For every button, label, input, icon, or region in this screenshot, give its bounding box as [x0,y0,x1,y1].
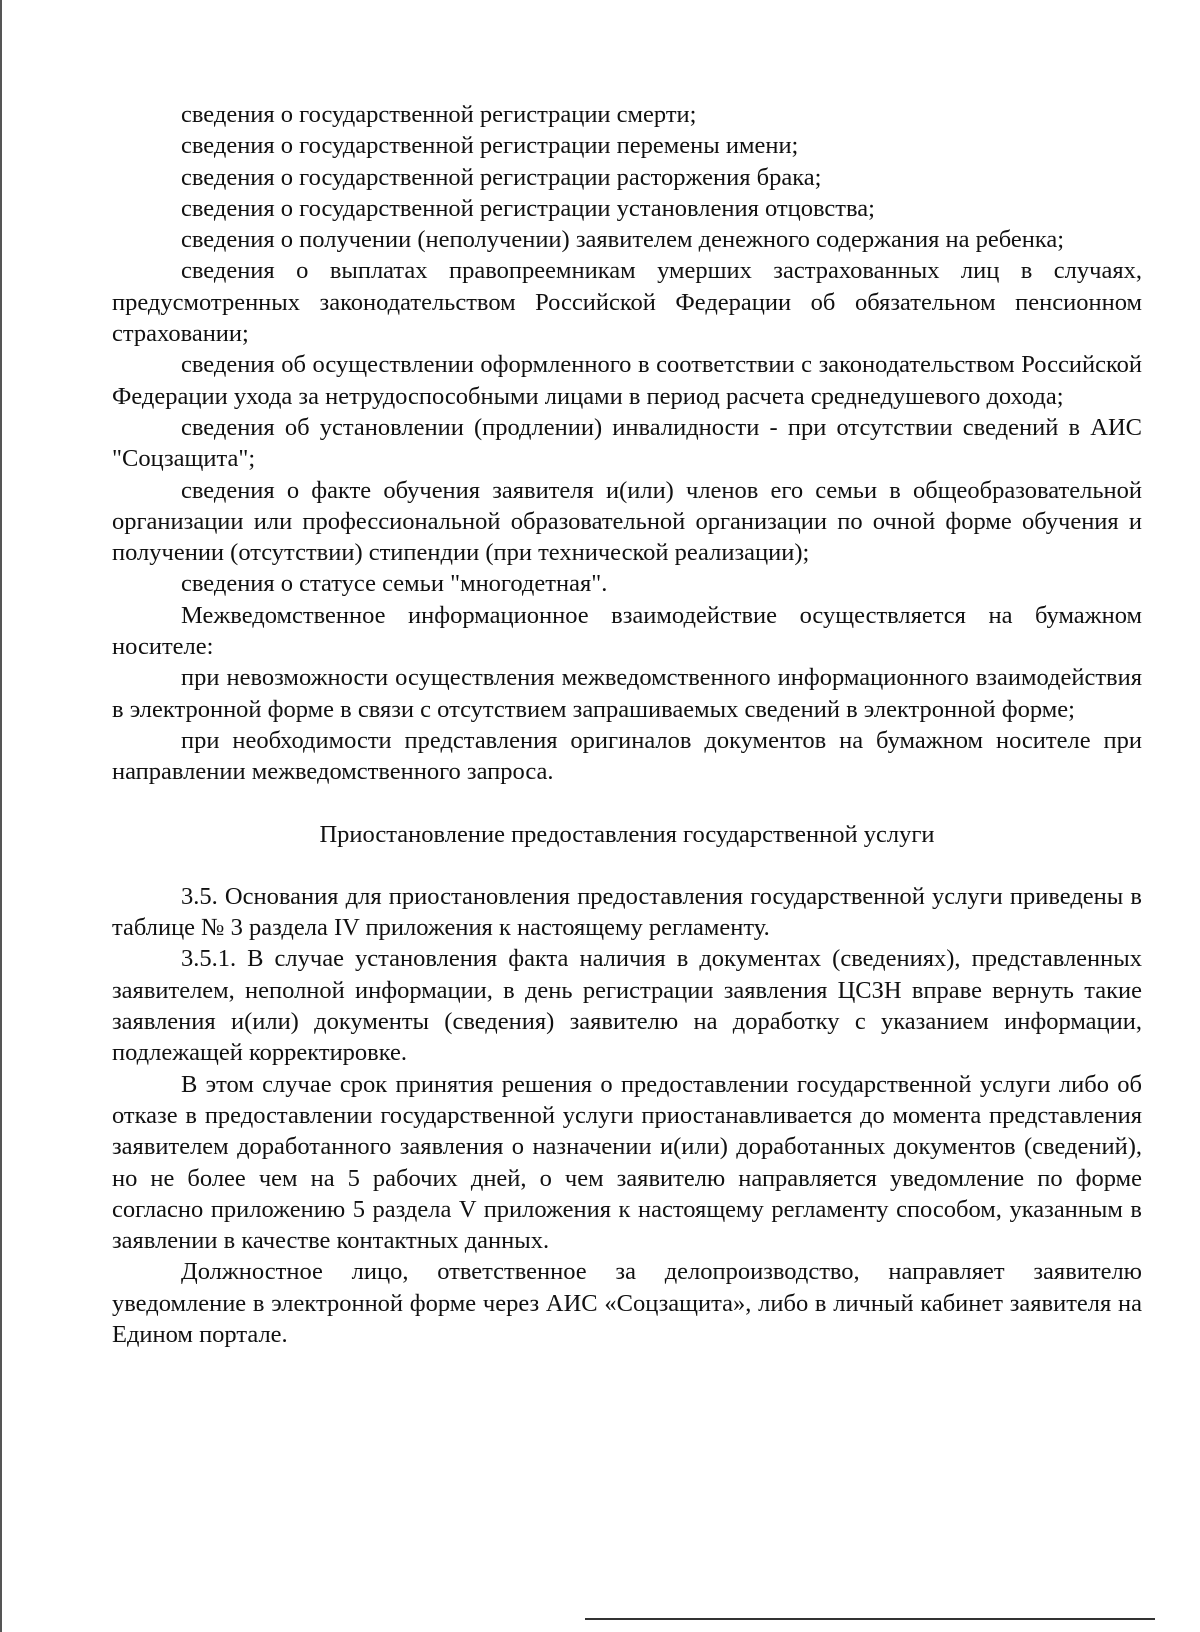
paragraph: при необходимости представления оригиналов документов на бумажном носителе при направлении межведомственного запроса. [112,726,1142,786]
paragraph: 3.5.1. В случае установления факта наличия в документах (сведениях), представленных заявителем, неполной информации, в день регистрации заявления ЦСЗН вправе вернуть такие заявления и(или) документы (сведения) заявителю на доработку с указанием информации, подлежащей корректировке. [112,945,1142,1067]
scan-edge-bottom [585,1618,1155,1620]
paragraph: Межведомственное информационное взаимодействие осуществляется на бумажном носителе: [112,601,1142,661]
paragraph: сведения о статусе семьи "многодетная". [181,570,608,598]
paragraph: сведения о выплатах правопреемникам умерших застрахованных лиц в случаях, предусмотренных законодательством Российской Федерации об обязательном пенсионном страховании; [112,257,1142,348]
paragraph: Должностное лицо, ответственное за делопроизводство, направляет заявителю уведомление в электронной форме через АИС «Соцзащита», либо в личный кабинет заявителя на Едином портале. [112,1258,1142,1348]
paragraph: В этом случае срок принятия решения о предоставлении государственной услуги либо об отказе в предоставлении государственной услуги приостанавливается до момента представления заявителем доработанного заявления о назначении и(или) доработанных документов (сведений), но не более чем на 5 рабочих дней, о чем заявителю направляется уведомление по форме согласно приложению 5 раздела V приложения к настоящему регламенту способом, указанным в заявлении в качестве контактных данных. [112,1070,1142,1255]
scan-edge-left [0,0,2,1632]
section-heading: Приостановление предоставления государственной услуги [319,820,935,848]
paragraph: при невозможности осуществления межведомственного информационного взаимодействия в электронной форме в связи с отсутствием запрашиваемых сведений в электронной форме; [112,664,1142,723]
paragraph: сведения об установлении (продлении) инвалидности - при отсутствии сведений в АИС "Соцзащита"; [112,413,1142,473]
paragraph: сведения о государственной регистрации перемены имени; [181,132,799,160]
paragraph: сведения о государственной регистрации смерти; [181,101,697,128]
paragraph: сведения о факте обучения заявителя и(или) членов его семьи в общеобразовательной организации или профессиональной образовательной организации по очной форме обучения и получении (отсутствии) стипендии (при технической реализации); [112,476,1142,567]
document-body [112,99,1142,1350]
paragraph: сведения о государственной регистрации расторжения брака; [181,163,822,191]
paragraph: сведения о государственной регистрации установления отцовства; [181,194,875,222]
paragraph: сведения о получении (неполучении) заявителем денежного содержания на ребенка; [181,226,1065,254]
paragraph: сведения об осуществлении оформленного в соответствии с законодательством Российской Федерации ухода за нетрудоспособными лицами в период расчета среднедушевого дохода; [112,351,1142,410]
paragraph: 3.5. Основания для приостановления предоставления государственной услуги приведены в таблице № 3 раздела IV приложения к настоящему регламенту. [112,882,1142,942]
